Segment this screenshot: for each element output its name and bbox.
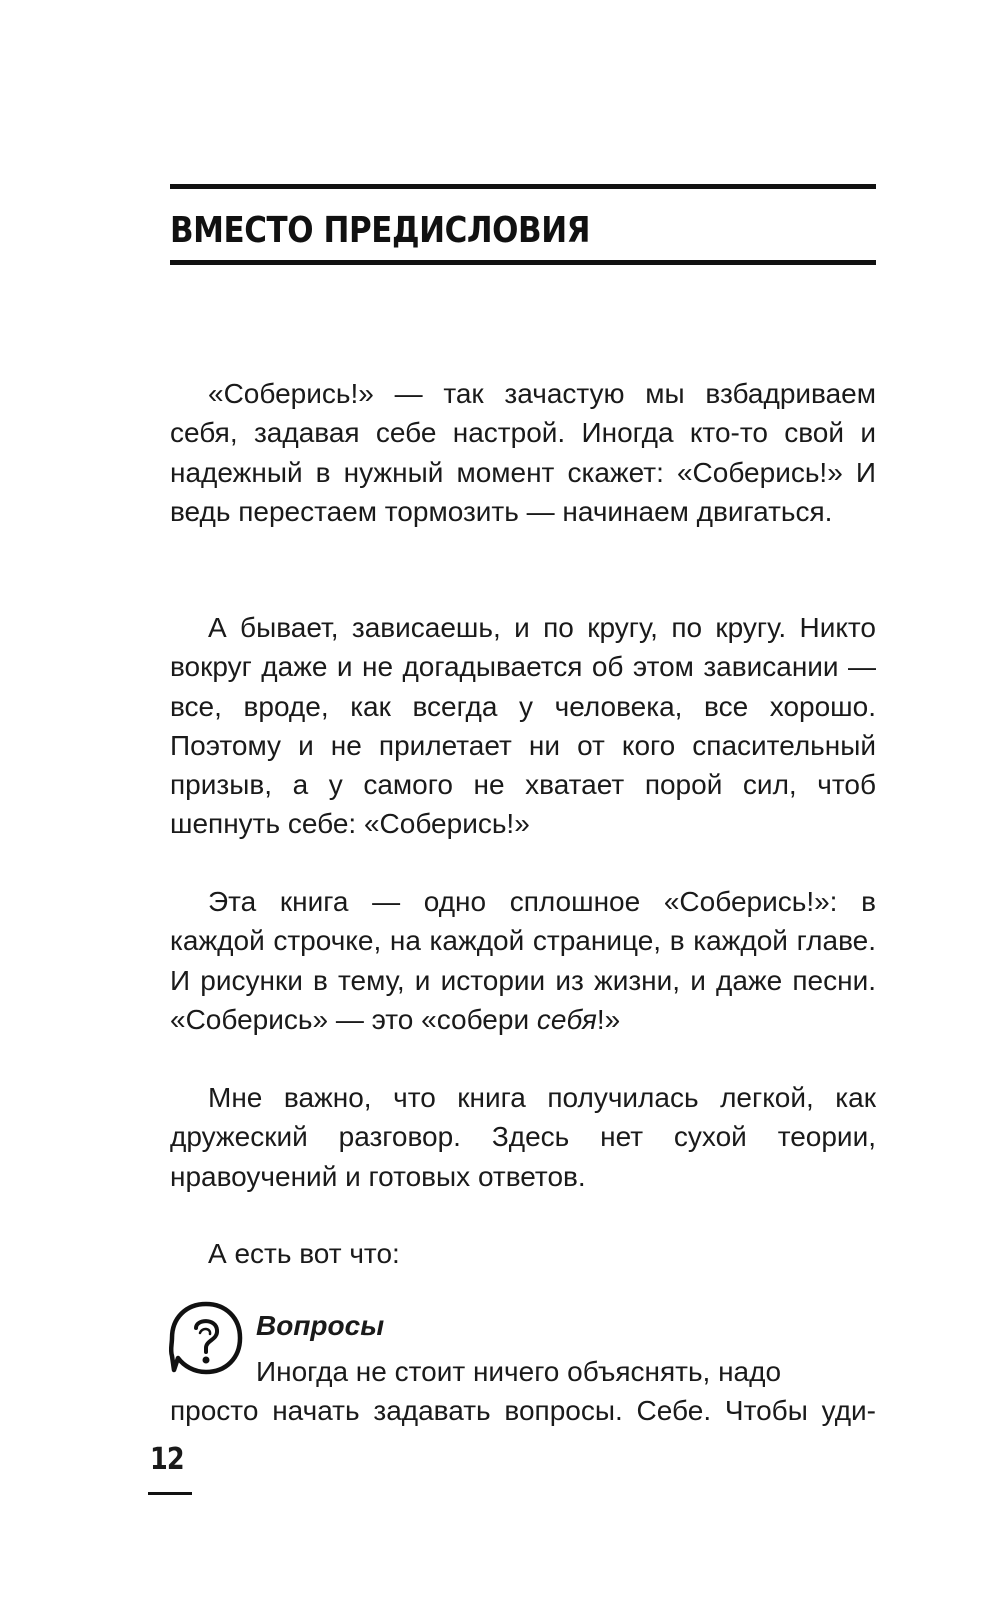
chapter-title: ВМЕСТО ПРЕДИСЛОВИЯ bbox=[170, 210, 591, 251]
paragraph-3-text: Эта книга — одно сплошное «Соберись!»: в каждой строчке, на каждой странице, в каждой главе. И рисунки в тему, и истории из жизни, и даже песни. «Соберись» — это «собери bbox=[170, 886, 876, 1035]
page-number: 12 bbox=[150, 1442, 184, 1477]
paragraph-3-end: !» bbox=[596, 1003, 621, 1035]
questions-text: Иногда не стоит ничего объяснять, надо bbox=[256, 1356, 782, 1387]
paragraph-3 bbox=[170, 882, 876, 1039]
question-ear-icon bbox=[168, 1300, 244, 1376]
questions-heading: Вопросы bbox=[256, 1310, 385, 1341]
paragraph-2: А бывает, зависаешь, и по кругу, по кругу. Никто вокруг даже и не догадывается об этом зависании — все, вроде, как всегда у человека, все хорошо. Поэтому и не прилетает ни от кого спасительный призыв, а у самого не хватает порой сил, чтоб шепнуть себе: «Соберись!» bbox=[170, 612, 876, 840]
paragraph-1: «Соберись!» — так зачастую мы взбадриваем себя, задавая себе настрой. Иногда кто-то свой и надежный в нужный момент скажет: «Соберись!» И ведь перестаем тормозить — начинаем двигаться. bbox=[170, 378, 876, 527]
title-top-rule bbox=[170, 184, 876, 189]
paragraph-5: А есть вот что: bbox=[208, 1238, 400, 1269]
page-number-rule bbox=[148, 1492, 192, 1495]
paragraph-4: Мне важно, что книга получилась легкой, как дружеский разговор. Здесь нет сухой теории, нравоучений и готовых ответов. bbox=[170, 1082, 876, 1192]
questions-text-continued: просто начать задавать вопросы. Себе. Чтобы уди- bbox=[170, 1395, 876, 1426]
title-bottom-rule bbox=[170, 260, 876, 265]
paragraph-3-italic: себя bbox=[536, 1003, 597, 1035]
